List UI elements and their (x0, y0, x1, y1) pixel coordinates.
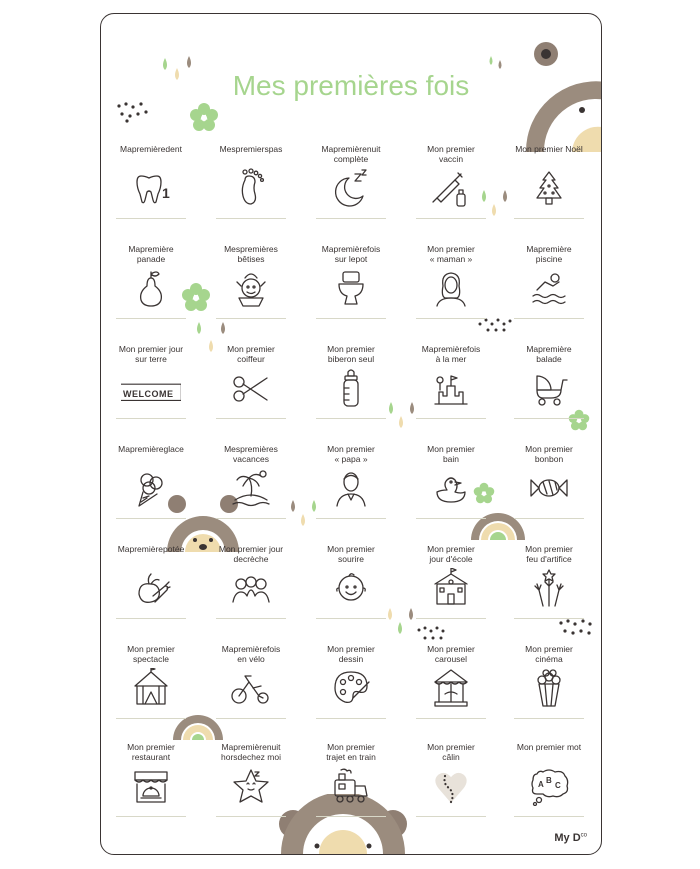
writing-line (514, 618, 584, 619)
christmas-tree-icon (529, 168, 569, 208)
writing-line (116, 718, 186, 719)
ice-cream-icon (131, 468, 171, 508)
milestone-poster (100, 13, 602, 855)
brand-logo: My $D^{co}$ (554, 832, 587, 844)
milestone-label-line: decrèche (233, 554, 269, 564)
restaurant-icon (131, 766, 171, 806)
milestone-label (509, 742, 589, 752)
milestone-label-line: Mon premier (427, 644, 475, 654)
milestone-label-line: Mon premier jour (218, 544, 284, 554)
milestone-label-line: panade (136, 254, 166, 264)
train-icon (331, 766, 371, 806)
milestone-label-line: restaurant (131, 752, 171, 762)
writing-line (216, 318, 286, 319)
milestone-label-line: vacances (233, 454, 269, 464)
milestone-label-line: sourire (338, 554, 364, 564)
milestone-label (111, 544, 191, 554)
milestone-label (111, 444, 191, 454)
star-icon (231, 766, 271, 806)
milestone-label-line: dessin (338, 654, 364, 664)
milestone-item (311, 742, 391, 822)
milestone-label (509, 344, 589, 364)
writing-line (116, 318, 186, 319)
svg-text:WELCOME: WELCOME (123, 389, 174, 399)
milestone-label (211, 444, 291, 464)
moon-sleep-icon (331, 168, 371, 208)
children-icon (231, 568, 271, 608)
milestone-item (411, 244, 491, 324)
milestone-label-line: Mon premier (327, 544, 375, 554)
mother-icon (431, 268, 471, 308)
svg-text:C: C (555, 781, 561, 790)
milestone-label-line: balade (536, 354, 562, 364)
milestone-label-line: Mapremièrepotée (117, 544, 185, 554)
writing-line (514, 518, 584, 519)
milestone-label (311, 544, 391, 564)
milestone-label-line: Mapremièredent (120, 144, 182, 154)
svg-text:A: A (538, 780, 544, 789)
milestone-label (111, 344, 191, 364)
vegetables-icon (131, 568, 171, 608)
milestone-label-line: Mapremièrenuit (321, 144, 381, 154)
milestone-label-line: Mon premier (427, 742, 475, 752)
milestone-label-line: jour d'école (429, 554, 473, 564)
milestone-label (111, 644, 191, 664)
swimming-icon (529, 268, 569, 308)
writing-line (316, 618, 386, 619)
milestone-label-line: Mapremière (128, 244, 174, 254)
writing-line (116, 218, 186, 219)
milestone-item (311, 244, 391, 324)
writing-line (514, 718, 584, 719)
writing-line (316, 418, 386, 419)
milestone-label-line: Mon premier (427, 444, 475, 454)
milestone-label-line: sur lepot (334, 254, 368, 264)
milestone-label (111, 244, 191, 264)
milestone-item (111, 644, 191, 724)
tricycle-icon (231, 668, 271, 708)
sandcastle-icon (431, 368, 471, 408)
milestone-label-line: Mon premier (127, 742, 175, 752)
milestone-label-line: Mapremière (526, 344, 572, 354)
milestone-label (509, 444, 589, 464)
milestone-label-line: Mapremièrefois (321, 244, 381, 254)
scissors-icon (231, 368, 271, 408)
milestone-item (211, 244, 291, 324)
milestone-label-line: Mapremièrenuit (221, 742, 281, 752)
milestone-item (111, 544, 191, 624)
writing-line (216, 518, 286, 519)
writing-line (514, 318, 584, 319)
writing-line (416, 816, 486, 817)
milestone-label (311, 444, 391, 464)
milestone-label-line: Mapremièrefois (421, 344, 481, 354)
stroller-icon (529, 368, 569, 408)
milestone-item (111, 244, 191, 324)
milestone-item (311, 544, 391, 624)
writing-line (514, 418, 584, 419)
milestone-label (509, 144, 589, 154)
milestone-label-line: sur terre (135, 354, 167, 364)
milestone-label-line: Mon premier (427, 244, 475, 254)
writing-line (116, 518, 186, 519)
svg-text:B: B (546, 776, 552, 785)
milestone-item (311, 344, 391, 424)
milestone-label-line: biberon seul (327, 354, 375, 364)
milestone-label (509, 544, 589, 564)
milestone-label (311, 742, 391, 762)
writing-line (316, 318, 386, 319)
milestone-item (509, 644, 589, 724)
dots-icon (415, 624, 451, 644)
speech-bubble-icon (529, 766, 569, 806)
milestone-item (509, 742, 589, 822)
milestone-label-line: Mon premier (327, 742, 375, 752)
carousel-icon (431, 668, 471, 708)
milestone-item (509, 244, 589, 324)
writing-line (316, 218, 386, 219)
milestone-label-line: Mespremières (224, 444, 278, 454)
milestone-label (211, 644, 291, 664)
milestone-label-line: Mon premier Noël (515, 144, 583, 154)
milestone-label-line: feu d'artifice (526, 554, 572, 564)
milestone-label-line: Mespremières (224, 244, 278, 254)
milestone-item (111, 444, 191, 524)
candy-icon (529, 468, 569, 508)
milestone-label-line: complète (333, 154, 369, 164)
milestone-item (211, 144, 291, 224)
writing-line (216, 618, 286, 619)
smiling-baby-icon (331, 568, 371, 608)
milestone-label (509, 244, 589, 264)
milestone-label-line: trajet en train (326, 752, 376, 762)
milestone-label-line: Mapremièreglace (118, 444, 184, 454)
milestone-label-line: cinéma (535, 654, 563, 664)
milestone-label (411, 742, 491, 762)
foot-icon (231, 168, 271, 208)
milestone-item (411, 344, 491, 424)
milestone-item (211, 344, 291, 424)
milestone-label-line: « maman » (429, 254, 473, 264)
milestone-item (411, 644, 491, 724)
milestone-item (311, 644, 391, 724)
milestone-item (411, 544, 491, 624)
milestone-label-line: Mon premier (127, 644, 175, 654)
milestone-label-line: spectacle (133, 654, 169, 664)
milestone-label-line: en vélo (237, 654, 265, 664)
milestone-label (411, 344, 491, 364)
writing-line (416, 718, 486, 719)
milestone-label-line: Mon premier jour (118, 344, 184, 354)
milestone-label-line: Mon premier (525, 644, 573, 654)
milestone-label-line: Mapremièrefois (221, 644, 281, 654)
writing-line (216, 418, 286, 419)
duck-icon (431, 468, 471, 508)
page-title: Mes premières fois (232, 70, 470, 101)
milestone-label (311, 344, 391, 364)
milestone-item (111, 144, 191, 224)
popcorn-icon (529, 668, 569, 708)
milestone-item (411, 742, 491, 822)
milestone-label-line: Mon premier mot (516, 742, 582, 752)
writing-line (514, 218, 584, 219)
writing-line (216, 218, 286, 219)
milestone-label (211, 544, 291, 564)
milestone-label (111, 144, 191, 154)
milestone-label-line: carousel (434, 654, 468, 664)
baby-bottle-icon (331, 368, 371, 408)
milestone-label (311, 244, 391, 264)
milestone-label-line: « papa » (334, 454, 368, 464)
milestone-item (111, 344, 191, 424)
milestone-label-line: Mapremière (526, 244, 572, 254)
mischief-icon (231, 268, 271, 308)
writing-line (116, 618, 186, 619)
milestone-item (311, 444, 391, 524)
milestone-label-line: Mon premier (327, 344, 375, 354)
milestone-label-line: vaccin (438, 154, 464, 164)
milestone-label-line: piscine (535, 254, 563, 264)
milestone-label (411, 244, 491, 264)
milestone-label-line: bêtises (237, 254, 265, 264)
milestone-item (411, 144, 491, 224)
syringe-icon (431, 168, 471, 208)
writing-line (116, 816, 186, 817)
milestone-label-line: Mon premier (327, 444, 375, 454)
milestone-label (411, 644, 491, 664)
school-icon (431, 568, 471, 608)
milestone-label-line: Mon premier (227, 344, 275, 354)
milestone-item (411, 444, 491, 524)
milestone-item (509, 144, 589, 224)
flower-icon (189, 102, 219, 132)
milestone-item (509, 344, 589, 424)
island-icon (231, 468, 271, 508)
milestone-label (211, 244, 291, 264)
writing-line (116, 418, 186, 419)
milestone-label (311, 644, 391, 664)
writing-line (416, 518, 486, 519)
milestone-item (111, 742, 191, 822)
milestone-label (111, 742, 191, 762)
writing-line (416, 218, 486, 219)
writing-line (416, 618, 486, 619)
milestone-label-line: Mon premier (427, 144, 475, 154)
milestone-label-line: Mon premier (525, 544, 573, 554)
milestone-label-line: bonbon (534, 454, 564, 464)
writing-line (316, 718, 386, 719)
toilet-icon (331, 268, 371, 308)
milestone-label-line: Mon premier (327, 644, 375, 654)
milestone-item (211, 644, 291, 724)
pear-icon (131, 268, 171, 308)
milestone-item (311, 144, 391, 224)
milestone-label (509, 644, 589, 664)
circus-tent-icon (131, 668, 171, 708)
milestone-label-line: à la mer (435, 354, 467, 364)
welcome-banner-icon (121, 368, 181, 408)
milestone-label-line: Mespremierspas (219, 144, 283, 154)
writing-line (514, 816, 584, 817)
writing-line (316, 816, 386, 817)
milestone-label (411, 144, 491, 164)
milestone-label (411, 444, 491, 464)
tooth-icon (131, 168, 171, 208)
milestone-item (211, 742, 291, 822)
milestone-item (211, 544, 291, 624)
svg-text:1: 1 (162, 185, 170, 201)
heart-icon (431, 766, 471, 806)
fireworks-icon (529, 568, 569, 608)
milestone-item (211, 444, 291, 524)
milestone-label (311, 144, 391, 164)
writing-line (216, 718, 286, 719)
milestone-item (509, 544, 589, 624)
milestone-item (509, 444, 589, 524)
milestone-label-line: horsdechez moi (220, 752, 281, 762)
milestone-label (211, 344, 291, 364)
dots-icon (115, 100, 151, 124)
writing-line (316, 518, 386, 519)
writing-line (416, 318, 486, 319)
writing-line (216, 816, 286, 817)
milestone-label (411, 544, 491, 564)
milestone-label-line: bain (442, 454, 460, 464)
milestone-label (211, 144, 291, 154)
milestone-label-line: coiffeur (237, 354, 265, 364)
milestone-label (211, 742, 291, 762)
milestone-label-line: câlin (442, 752, 460, 762)
writing-line (416, 418, 486, 419)
father-icon (331, 468, 371, 508)
palette-icon (331, 668, 371, 708)
milestone-label-line: Mon premier (427, 544, 475, 554)
milestone-label-line: Mon premier (525, 444, 573, 454)
